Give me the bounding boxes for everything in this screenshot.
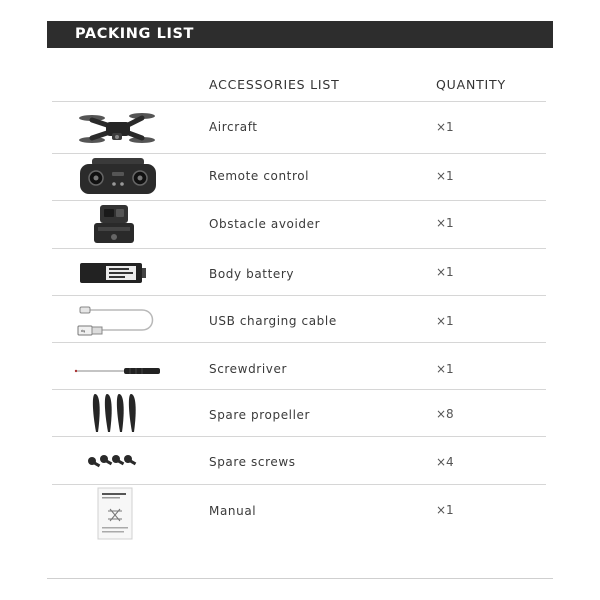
remote-control-icon — [70, 154, 166, 200]
usb-cable-icon — [70, 296, 166, 342]
item-quantity: ×1 — [436, 503, 454, 517]
item-quantity: ×8 — [436, 407, 454, 421]
screws-icon — [70, 437, 166, 484]
quantity-column-header: QUANTITY — [436, 77, 506, 92]
item-quantity: ×1 — [436, 265, 454, 279]
obstacle-avoider-icon — [70, 201, 166, 248]
item-label: Manual — [209, 504, 257, 518]
svg-text:⇆: ⇆ — [81, 329, 86, 335]
list-item — [52, 249, 546, 296]
list-item — [52, 201, 546, 249]
item-quantity: ×1 — [436, 120, 454, 134]
list-item — [52, 154, 546, 201]
item-quantity: ×1 — [436, 216, 454, 230]
battery-icon — [70, 249, 166, 295]
item-label: Obstacle avoider — [209, 217, 321, 231]
accessories-column-header: ACCESSORIES LIST — [209, 77, 340, 92]
list-item — [52, 485, 546, 545]
banner-title: PACKING LIST — [75, 26, 195, 42]
manual-icon — [70, 485, 166, 545]
item-label: Remote control — [209, 169, 310, 183]
item-label: Aircraft — [209, 120, 258, 134]
packing-list-banner — [47, 21, 553, 48]
item-label: Screwdriver — [209, 362, 287, 376]
item-label: Spare screws — [209, 455, 296, 469]
item-quantity: ×1 — [436, 362, 454, 376]
list-item — [52, 102, 546, 154]
item-quantity: ×1 — [436, 314, 454, 328]
item-label: Spare propeller — [209, 408, 311, 422]
list-item — [52, 390, 546, 437]
item-quantity: ×4 — [436, 455, 454, 469]
propeller-icon — [70, 390, 166, 436]
item-quantity: ×1 — [436, 169, 454, 183]
drone-icon — [70, 102, 166, 153]
list-item — [52, 437, 546, 485]
screwdriver-icon — [70, 343, 166, 389]
list-item — [52, 343, 546, 390]
item-label: USB charging cable — [209, 314, 337, 328]
list-item — [52, 296, 546, 343]
bottom-divider — [47, 578, 553, 579]
item-label: Body battery — [209, 267, 295, 281]
